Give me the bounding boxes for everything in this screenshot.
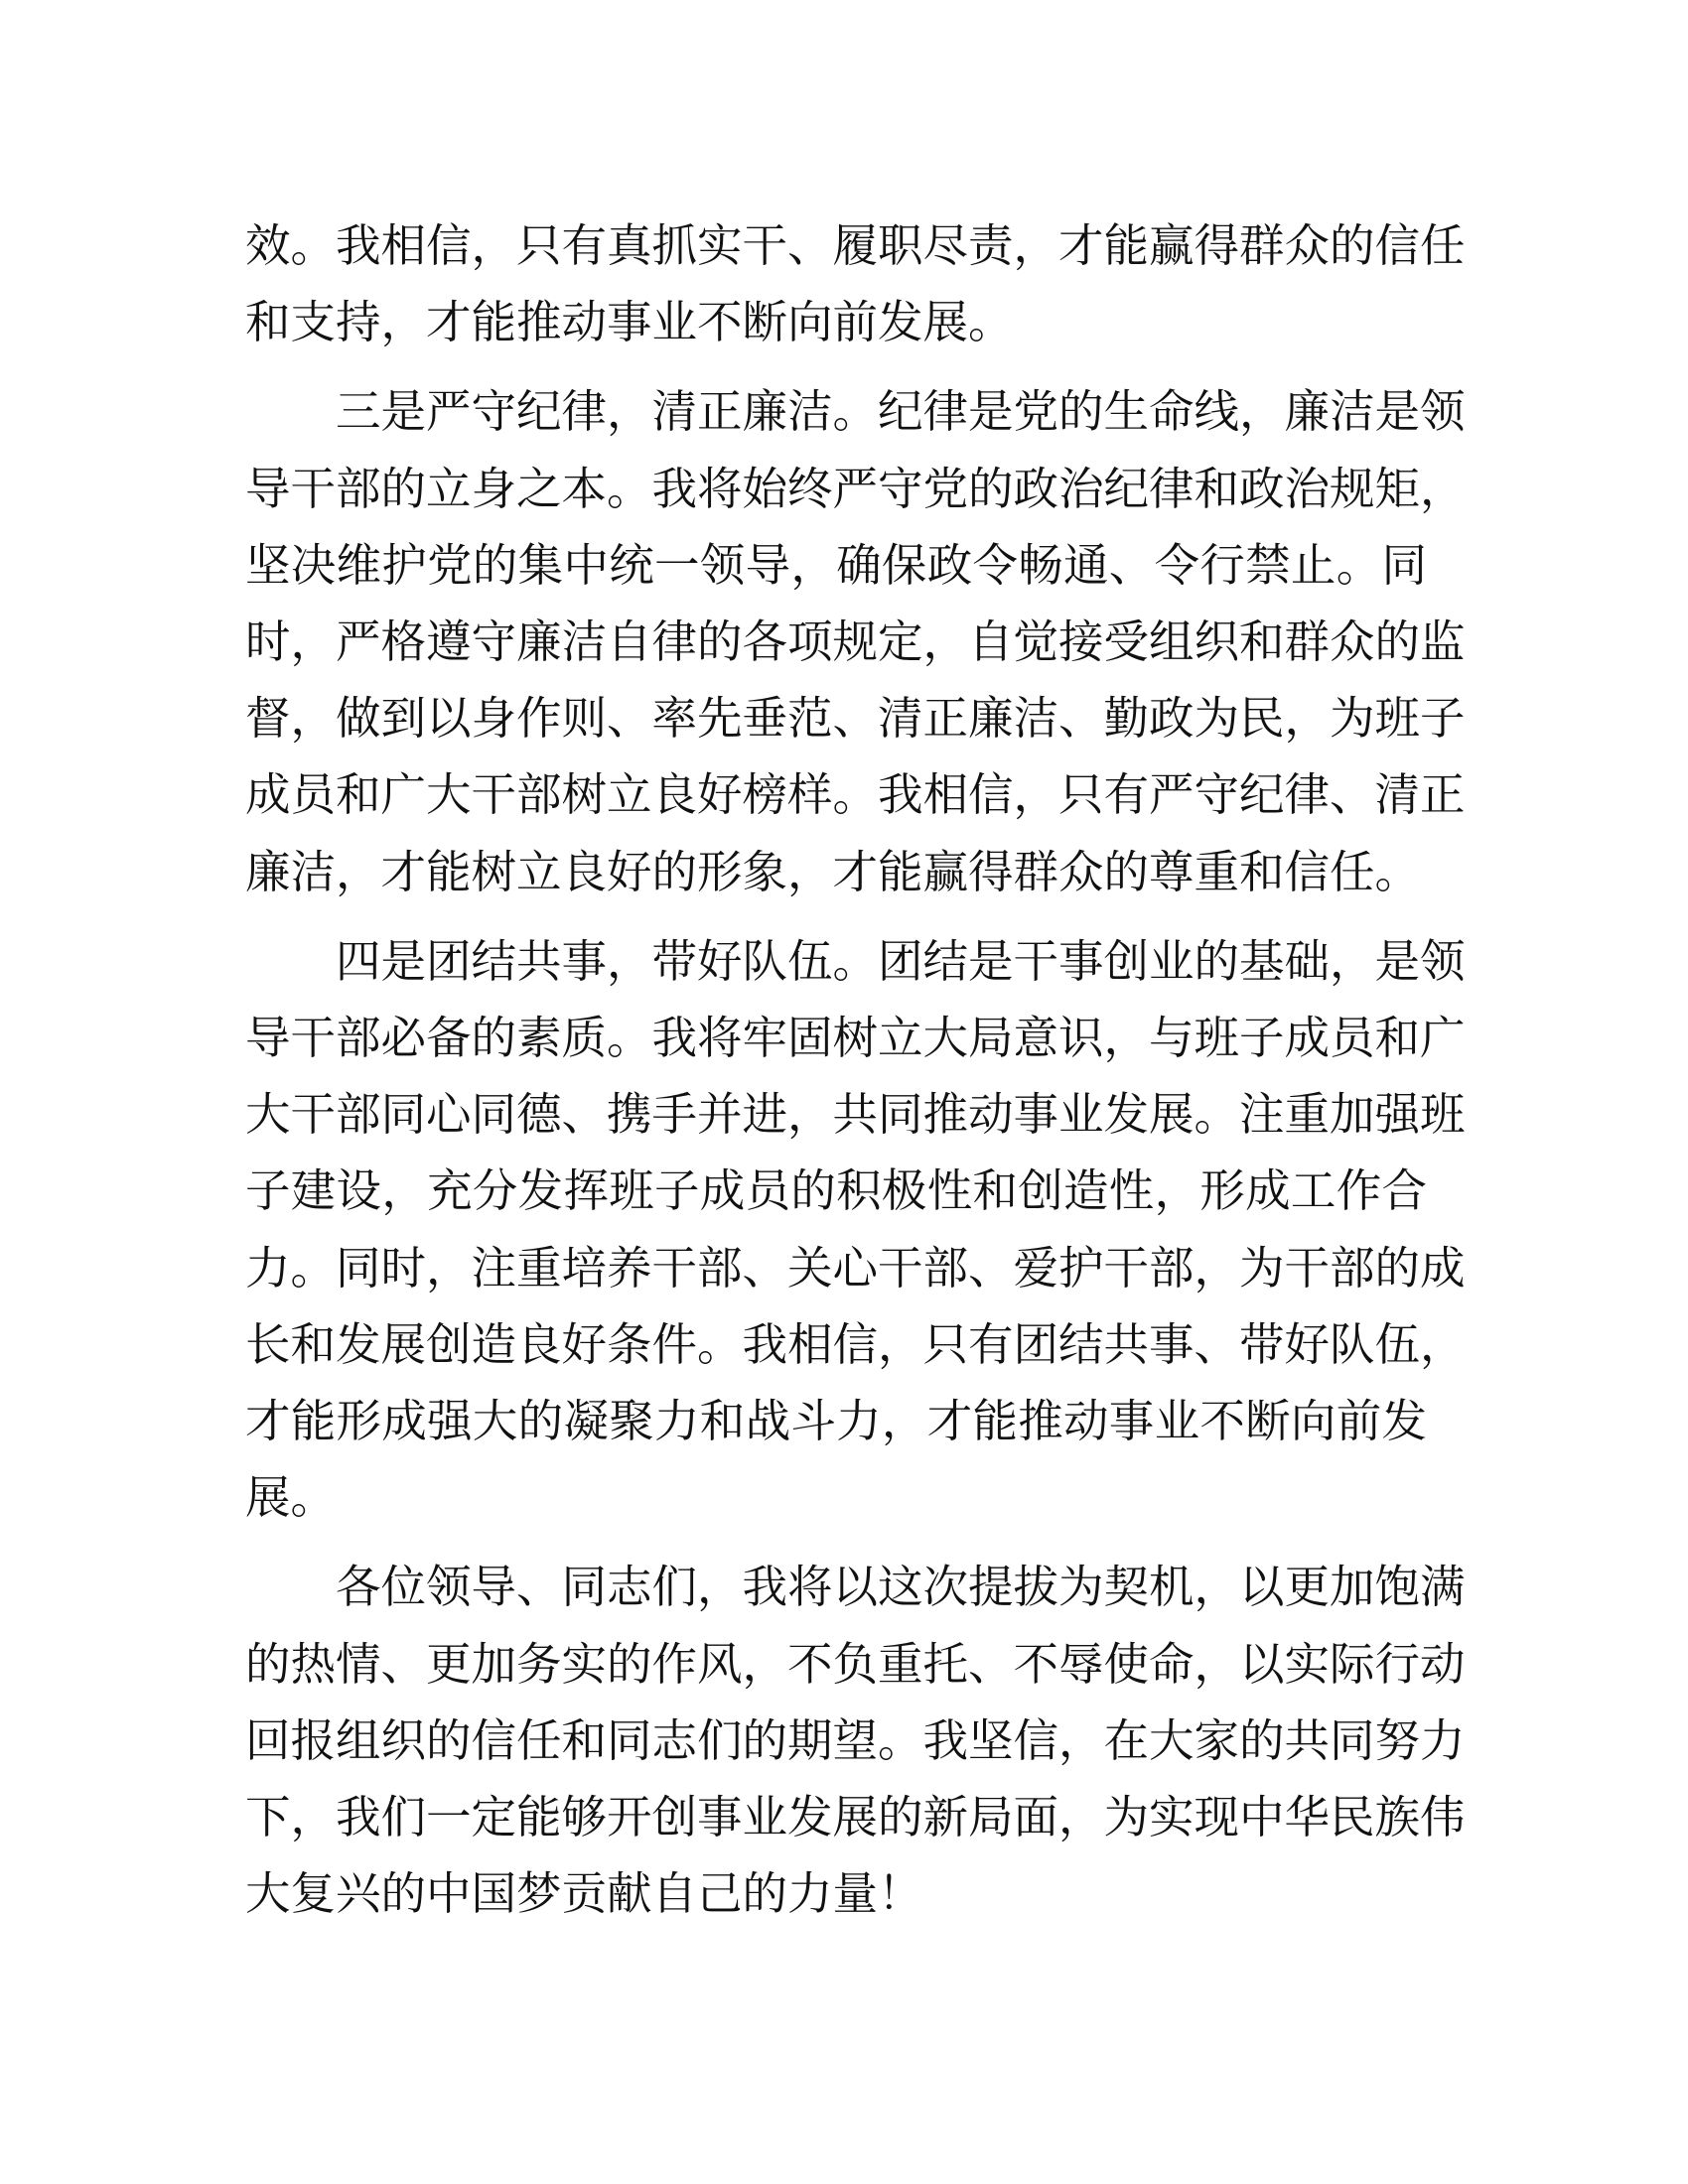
- paragraph: [245, 1549, 1466, 1932]
- text-line: 成员和广大干部树立良好榜样。我相信，只有严守纪律、清正: [245, 768, 1466, 822]
- text-line: 回报组织的信任和同志们的期望。我坚信，在大家的共同努力: [245, 1713, 1466, 1767]
- text-line: 时，严格遵守廉洁自律的各项规定，自觉接受组织和群众的监: [245, 615, 1466, 669]
- text-line: 坚决维护党的集中统一领导，确保政令畅通、令行禁止。同: [245, 538, 1427, 592]
- text-line: 大复兴的中国梦贡献自己的力量！: [245, 1867, 923, 1921]
- text-line: 各位领导、同志们，我将以这次提拔为契机，以更加饱满: [336, 1561, 1466, 1614]
- paragraph: [245, 373, 1466, 909]
- text-line: 效。我相信，只有真抓实干、履职尽责，才能赢得群众的信任: [245, 219, 1466, 272]
- text-line: 下，我们一定能够开创事业发展的新局面，为实现中华民族伟: [245, 1791, 1466, 1844]
- text-line: 导干部的立身之本。我将始终严守党的政治纪律和政治规矩，: [245, 462, 1466, 515]
- text-line: 廉洁，才能树立良好的形象，才能赢得群众的尊重和信任。: [245, 845, 1421, 898]
- document-body: [245, 207, 1466, 1945]
- text-line: 导干部必备的素质。我将牢固树立大局意识，与班子成员和广: [245, 1012, 1466, 1065]
- text-line: 大干部同心同德、携手并进，共同推动事业发展。注重加强班: [245, 1088, 1466, 1142]
- paragraph: [245, 207, 1466, 360]
- text-line: 力。同时，注重培养干部、关心干部、爱护干部，为干部的成: [245, 1241, 1466, 1295]
- text-line: 督，做到以身作则、率先垂范、清正廉洁、勤政为民，为班子: [245, 692, 1466, 746]
- text-line: 展。: [245, 1471, 337, 1525]
- text-line: 和支持，才能推动事业不断向前发展。: [245, 296, 1014, 349]
- text-line: 四是团结共事，带好队伍。团结是干事创业的基础，是领: [336, 934, 1466, 988]
- text-line: 才能形成强大的凝聚力和战斗力，才能推动事业不断向前发: [245, 1395, 1427, 1448]
- text-line: 的热情、更加务实的作风，不负重托、不辱使命，以实际行动: [245, 1637, 1466, 1691]
- text-line: 子建设，充分发挥班子成员的积极性和创造性，形成工作合: [245, 1164, 1427, 1218]
- text-line: 长和发展创造良好条件。我相信，只有团结共事、带好队伍，: [245, 1317, 1466, 1371]
- text-line: 三是严守纪律，清正廉洁。纪律是党的生命线，廉洁是领: [336, 385, 1466, 439]
- paragraph: [245, 923, 1466, 1537]
